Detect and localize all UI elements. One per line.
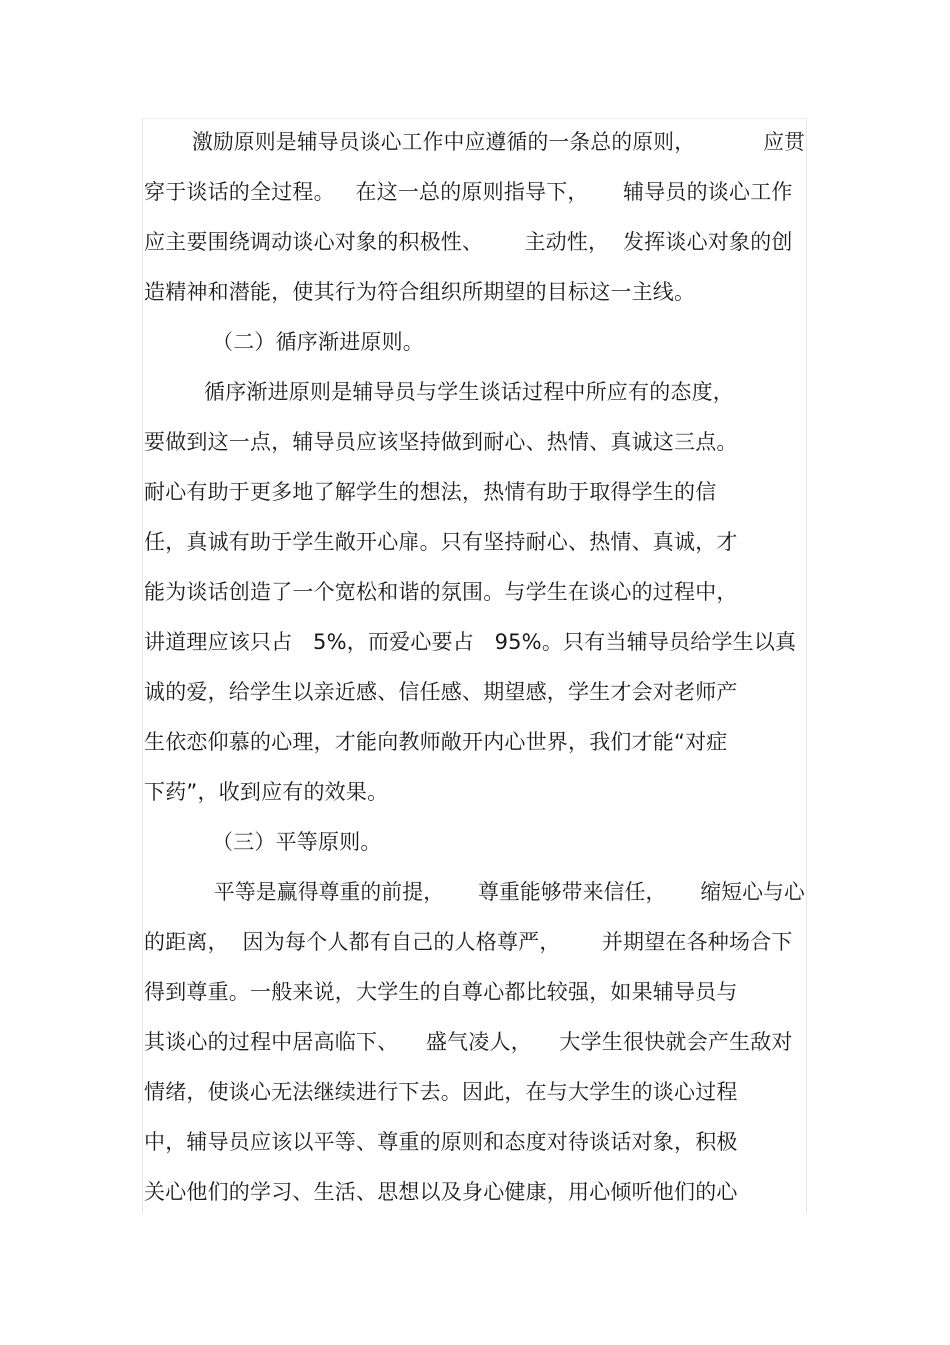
text-line: 平等是赢得尊重的前提， 尊重能够带来信任， 缩短心与心 — [214, 880, 805, 904]
text-line: 任，真诚有助于学生敞开心扉。只有坚持耐心、热情、真诚，才 — [144, 530, 738, 554]
text-line: 得到尊重。一般来说，大学生的自尊心都比较强，如果辅导员与 — [144, 980, 738, 1004]
text-line: 情绪，使谈心无法继续进行下去。因此，在与大学生的谈心过程 — [144, 1080, 738, 1104]
text-line: 应主要围绕调动谈心对象的积极性、 主动性， 发挥谈心对象的创 — [144, 230, 793, 254]
text-line: 中，辅导员应该以平等、尊重的原则和态度对待谈话对象，积极 — [144, 1130, 738, 1154]
text-line: 造精神和潜能，使其行为符合组织所期望的目标这一主线。 — [144, 280, 696, 304]
text-line: 关心他们的学习、生活、思想以及身心健康，用心倾听他们的心 — [144, 1180, 738, 1204]
text-line: 循序渐进原则是辅导员与学生谈话过程中所应有的态度， — [204, 380, 734, 404]
text-line: 生依恋仰慕的心理，才能向教师敞开内心世界，我们才能“对症 — [144, 730, 728, 754]
text-line: 能为谈话创造了一个宽松和谐的氛围。与学生在谈心的过程中， — [144, 580, 738, 604]
text-line: 穿于谈话的全过程。 在这一总的原则指导下， 辅导员的谈心工作 — [144, 180, 793, 204]
text-line: 的距离， 因为每个人都有自己的人格尊严， 并期望在各种场合下 — [144, 930, 793, 954]
text-line: 要做到这一点，辅导员应该坚持做到耐心、热情、真诚这三点。 — [144, 430, 738, 454]
section-heading: （三）平等原则。 — [212, 830, 382, 854]
text-line: 激励原则是辅导员谈心工作中应遵循的一条总的原则， 应贯 — [192, 130, 806, 154]
text-line: 耐心有助于更多地了解学生的想法，热情有助于取得学生的信 — [144, 480, 717, 504]
section-heading: （二）循序渐进原则。 — [212, 330, 424, 354]
text-line: 诚的爱，给学生以亲近感、信任感、期望感，学生才会对老师产 — [144, 680, 738, 704]
text-line: 讲道理应该只占 5%，而爱心要占 95%。只有当辅导员给学生以真 — [144, 630, 797, 654]
text-line: 其谈心的过程中居高临下、 盛气凌人， 大学生很快就会产生敌对 — [144, 1030, 793, 1054]
text-line: 下药”，收到应有的效果。 — [144, 780, 389, 804]
